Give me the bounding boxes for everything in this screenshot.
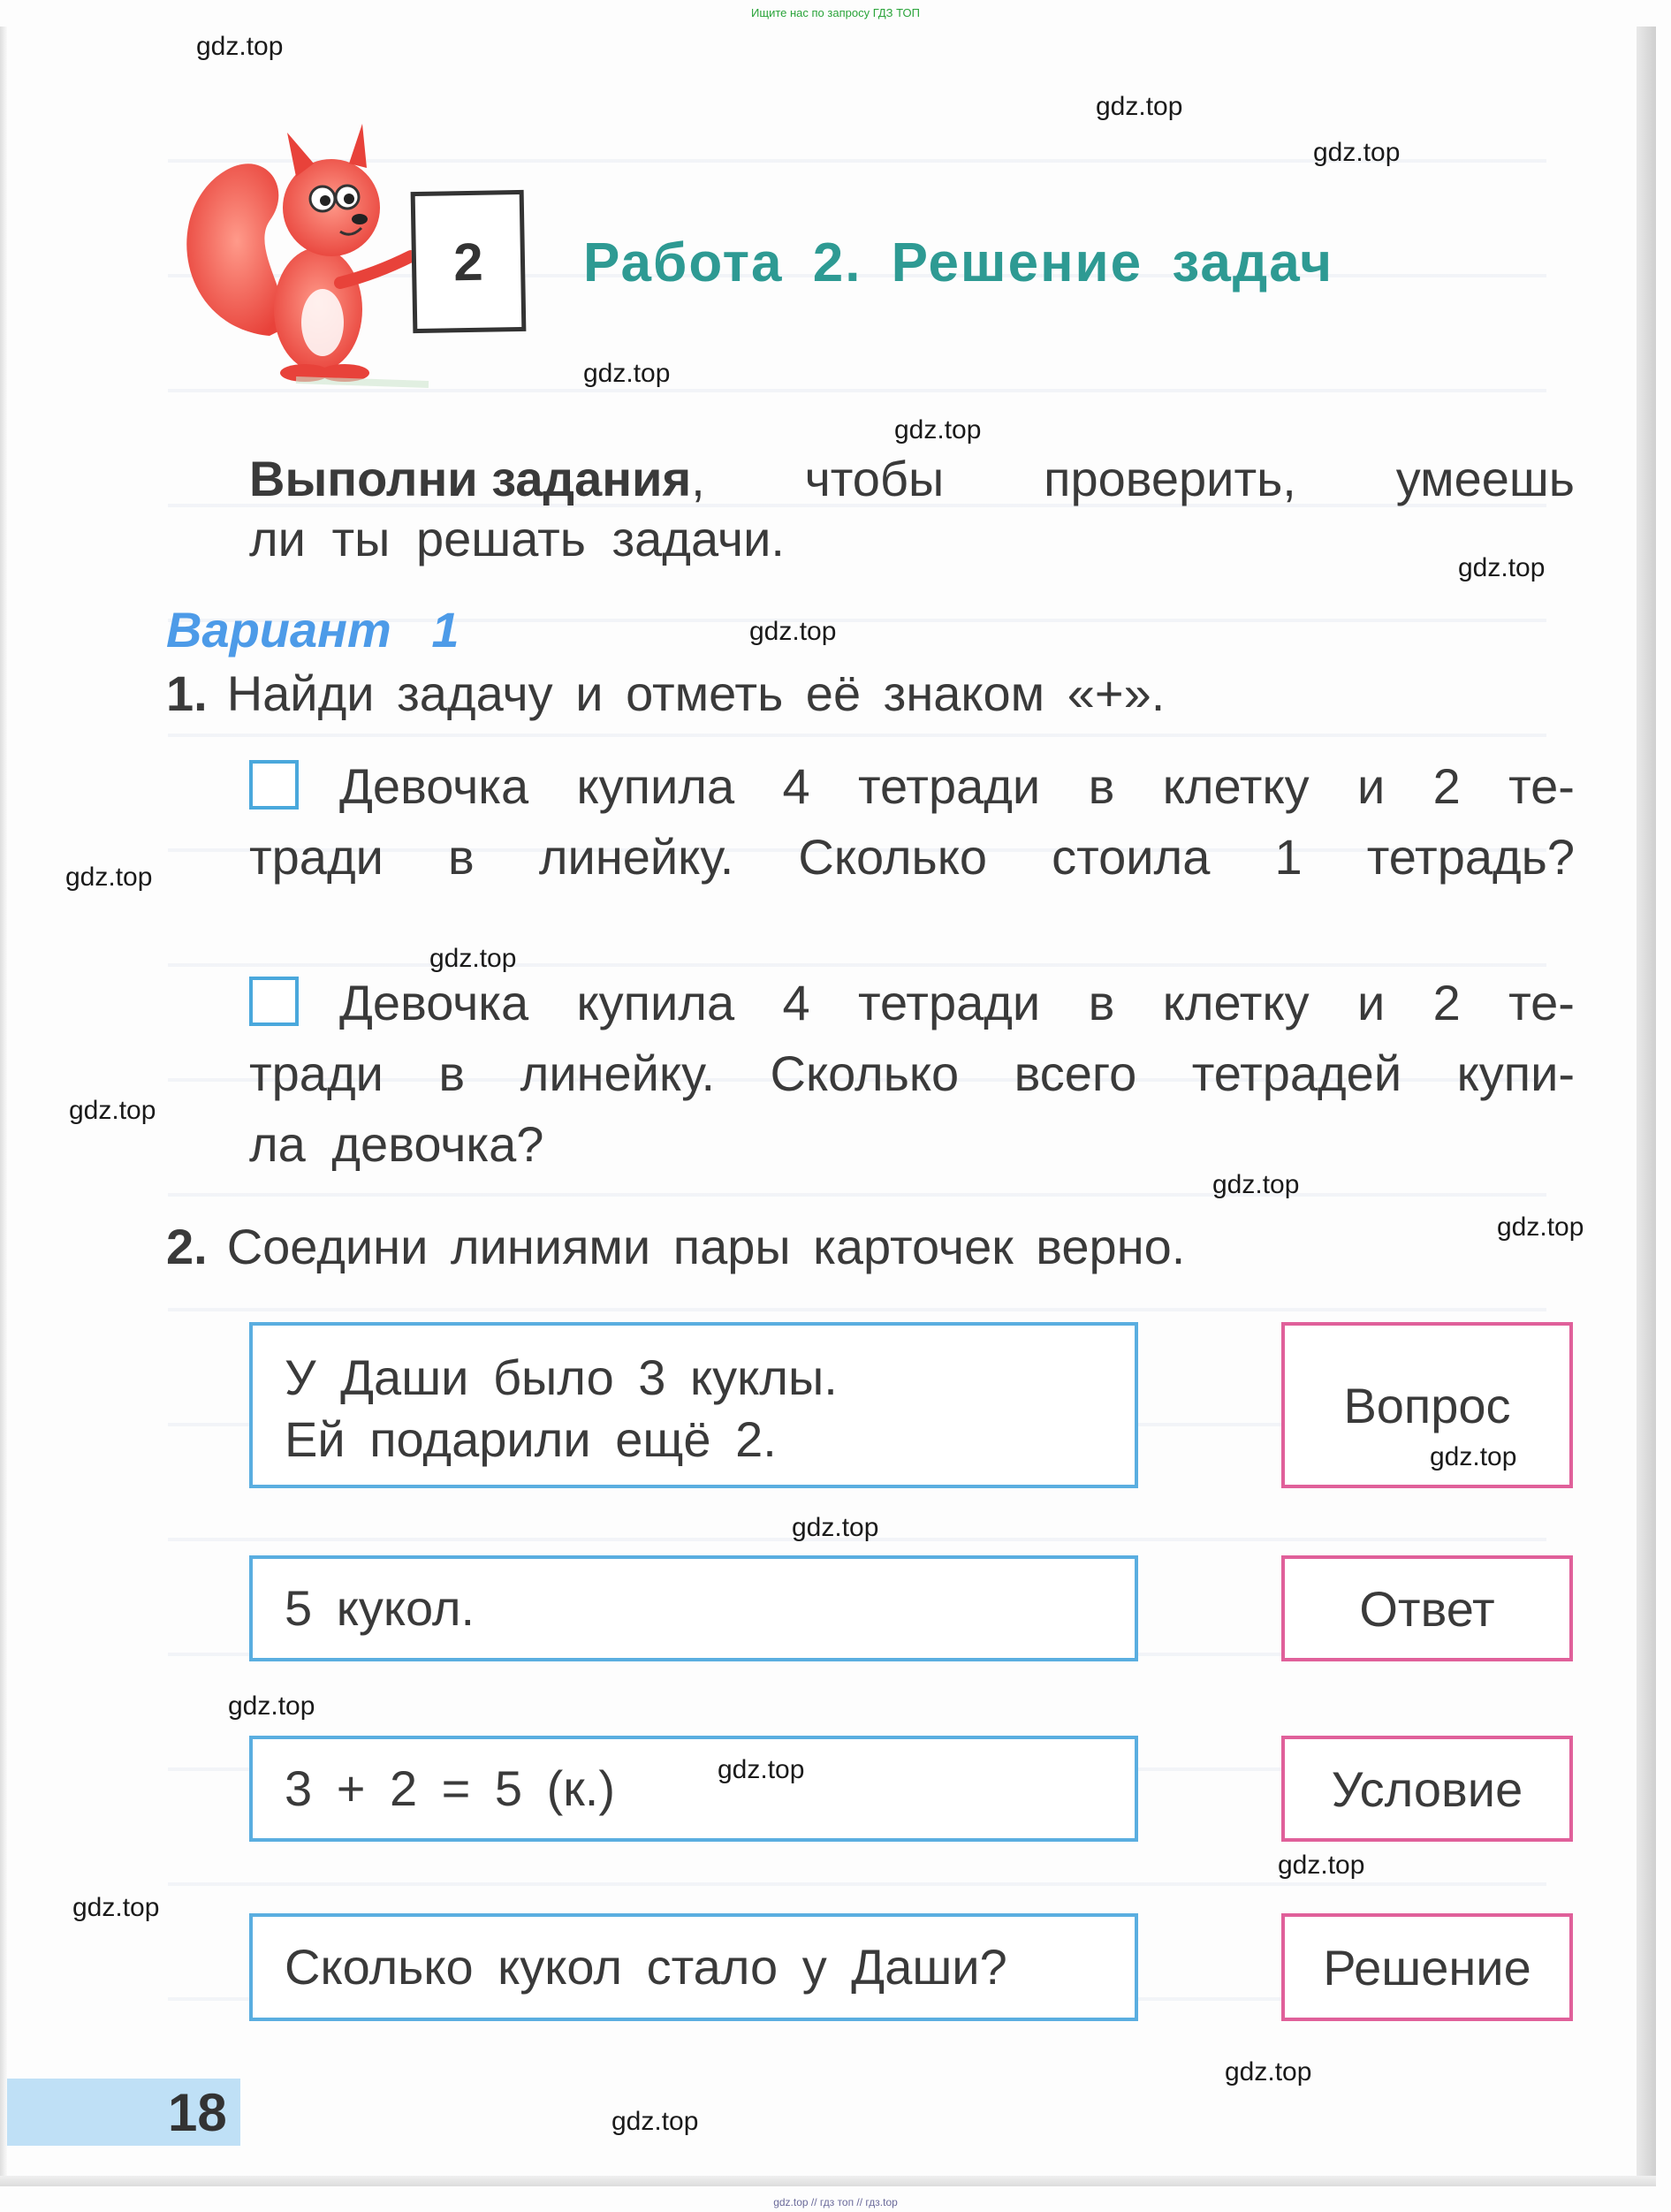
word: в — [448, 829, 475, 885]
word: Девочка — [339, 975, 529, 1030]
watermark: gdz.top — [1458, 553, 1546, 582]
intro-bold: Выполни задания — [249, 451, 692, 506]
watermark: gdz.top — [69, 1096, 156, 1125]
word: тради — [249, 1045, 384, 1101]
watermark: gdz.top — [72, 1893, 160, 1922]
word: в — [1088, 975, 1115, 1030]
watermark: gdz.top — [611, 2107, 699, 2136]
intro-comma: , — [691, 451, 705, 506]
page-edge-right — [1637, 27, 1656, 2183]
footer-banner[interactable]: gdz.top // гдз топ // гдз.top — [773, 2196, 898, 2208]
watermark: gdz.top — [1225, 2057, 1312, 2087]
right-card-answer[interactable]: Ответ — [1281, 1555, 1573, 1661]
word: тетрадей — [1191, 1045, 1402, 1101]
task-2-text: Соедини линиями пары карточек верно. — [226, 1219, 1186, 1274]
task-1-text: Найди задачу и отметь её знаком «+». — [226, 665, 1166, 721]
word: 1 — [1274, 829, 1303, 885]
option-line — [249, 1038, 1575, 1109]
intro-line-1 — [249, 449, 1575, 509]
task-2-number: 2. — [166, 1219, 208, 1274]
watermark: gdz.top — [749, 617, 837, 646]
watermark: gdz.top — [429, 944, 517, 973]
watermark: gdz.top — [1430, 1442, 1517, 1471]
left-card-question[interactable]: Сколько кукол стало у Даши? — [249, 1913, 1138, 2021]
word: Сколько — [770, 1045, 960, 1101]
intro-word: умеешь — [1395, 451, 1575, 506]
watermark: gdz.top — [718, 1755, 805, 1784]
page-number: 18 — [168, 2083, 227, 2142]
word: в — [1088, 758, 1115, 814]
word: купи- — [1456, 1045, 1575, 1101]
task-2 — [166, 1218, 1185, 1275]
watermark: gdz.top — [228, 1691, 315, 1721]
word: линейку. — [538, 829, 734, 885]
word: Девочка — [339, 758, 529, 814]
intro-word: чтобы — [804, 451, 945, 506]
word: 2 — [1432, 758, 1461, 814]
task-1-option-1 — [249, 751, 1575, 893]
word: купила — [576, 975, 735, 1030]
watermark: gdz.top — [583, 359, 671, 388]
watermark: gdz.top — [1497, 1212, 1584, 1242]
word: тради — [249, 829, 384, 885]
task-1-option-2 — [249, 968, 1575, 1180]
intro-line-2: ли ты решать задачи. — [249, 511, 785, 566]
task-1-number: 1. — [166, 665, 208, 721]
option-line — [249, 751, 1575, 822]
word: тетради — [858, 975, 1041, 1030]
word: 2 — [1432, 975, 1461, 1030]
word: Сколько — [798, 829, 987, 885]
task-1 — [166, 665, 1165, 722]
intro-paragraph — [249, 449, 1575, 569]
word: клетку — [1162, 975, 1310, 1030]
watermark: gdz.top — [894, 415, 982, 445]
right-card-solution[interactable]: Решение — [1281, 1913, 1573, 2021]
watermark: gdz.top — [1278, 1851, 1365, 1880]
watermark: gdz.top — [1096, 92, 1183, 121]
word: всего — [1014, 1045, 1137, 1101]
right-card-condition[interactable]: Условие — [1281, 1736, 1573, 1842]
word: клетку — [1162, 758, 1310, 814]
watermark: gdz.top — [196, 32, 284, 61]
right-card-question[interactable]: Вопрос — [1281, 1322, 1573, 1488]
word: те- — [1508, 758, 1575, 814]
word: и — [1356, 975, 1386, 1030]
page-edge-left — [0, 27, 7, 2183]
option-line — [249, 968, 1575, 1038]
work-number-card: 2 — [411, 190, 527, 333]
word: тетрадь? — [1366, 829, 1575, 885]
page-edge-bottom — [0, 2176, 1656, 2186]
word: и — [1356, 758, 1386, 814]
variant-heading: Вариант 1 — [166, 602, 460, 658]
option-line: ла девочка? — [249, 1116, 544, 1172]
option-line — [249, 822, 1575, 893]
card-line: Ей подарили ещё 2. — [285, 1411, 777, 1467]
card-line: У Даши было 3 куклы. — [285, 1349, 838, 1405]
word: 4 — [782, 758, 810, 814]
site-banner[interactable]: Ищите нас по запросу ГДЗ ТОП — [751, 6, 920, 19]
word: стоила — [1052, 829, 1211, 885]
watermark: gdz.top — [792, 1513, 879, 1542]
intro-first-word-group — [249, 449, 705, 509]
intro-word: проверить, — [1044, 451, 1296, 506]
watermark: gdz.top — [1313, 138, 1401, 167]
word: те- — [1508, 975, 1575, 1030]
word: линейку. — [520, 1045, 716, 1101]
left-card-solution[interactable]: 3 + 2 = 5 (к.) — [249, 1736, 1138, 1842]
word: купила — [576, 758, 735, 814]
watermark: gdz.top — [65, 863, 153, 892]
left-card-answer[interactable]: 5 кукол. — [249, 1555, 1138, 1661]
word: тетради — [858, 758, 1041, 814]
left-card-condition[interactable] — [249, 1322, 1138, 1488]
word: в — [438, 1045, 466, 1101]
word: 4 — [782, 975, 810, 1030]
page-title: Работа 2. Решение задач — [583, 232, 1334, 293]
watermark: gdz.top — [1212, 1170, 1300, 1199]
